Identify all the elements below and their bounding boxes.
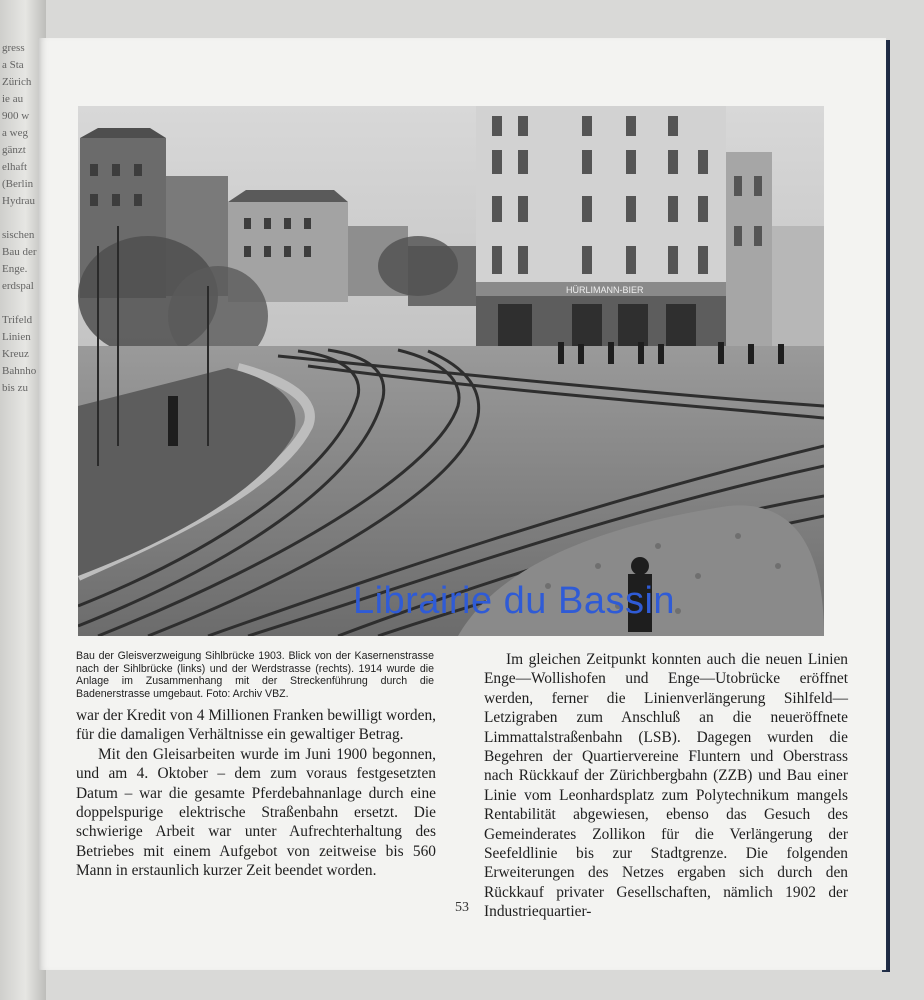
paragraph: Im gleichen Zeitpunkt konnten auch die neuen Linien Enge—Wollishofen und Enge—Utobrücke eröffnet werden, ferner die Linienverlängerung Sihlfeld—Letzigraben zum Anschluß an die neueröffnete Limmattalstraßenbahn (LSB). Dagegen wurden die Begehren der Quartiervereine Fluntern und Oberstrass nach Rückkauf der Zürichbergbahn (ZZB) und Bau einer Linie vom Leonhardsplatz zum Polytechnikum mangels Rentabilität abgewiesen, ebenso das Gesuch des Gemeinderates Zollikon für die Verlängerung der Seefeldlinie bis zur Stadtgrenze. Die folgenden Erweiterungen des Netzes ergaben sich durch den Rückkauf privater Gesellschaften, nämlich 1902 der Industriequartier- — [484, 651, 848, 921]
left-page-fragment: gress — [2, 42, 25, 54]
paragraph: Mit den Gleisarbeiten wurde im Juni 1900 begonnen, und am 4. Oktober – dem zum voraus festgesetzten Datum – war die gesamte Pferdebahnanlage durch eine doppelspurige elektrische Straßenbahn ersetzt. Die schwierige Arbeit war unter Aufrechterhaltung des Betriebes mit einem Aufgebot von zeitweise bis 560 Mann in erstaunlich kurzer Zeit beendet worden. — [76, 745, 436, 880]
left-page-fragment: Zürich — [2, 76, 32, 88]
left-page-text-fragments — [2, 40, 42, 397]
historical-photo — [78, 106, 824, 636]
left-page-fragment: ie au — [2, 93, 24, 105]
left-page-fragment: Trifeld — [2, 314, 33, 326]
left-page-fragment: a weg — [2, 127, 28, 139]
left-page-fragment: sischen — [2, 229, 35, 241]
left-page-fragment: erdspal — [2, 280, 34, 292]
left-page-fragment: (Berlin — [2, 178, 34, 190]
page-number: 53 — [455, 900, 469, 915]
left-page-fragment: Kreuz — [2, 348, 29, 360]
left-page-fragment: 900 w — [2, 110, 30, 122]
left-page-fragment: Linien — [2, 331, 31, 343]
book-page — [38, 38, 886, 970]
left-page-fragment: gänzt — [2, 144, 26, 156]
left-page-fragment — [2, 210, 42, 227]
left-page-fragment: Bau der — [2, 246, 37, 258]
left-page-fragment — [2, 295, 42, 312]
left-page-fragment: Bahnho — [2, 365, 37, 377]
shop-sign-text: HÜRLIMANN-BIER — [566, 285, 644, 295]
watermark: Librairie du Bassin — [352, 580, 676, 622]
left-page-fragment: a Sta — [2, 59, 24, 71]
left-page-fragment: elhaft — [2, 161, 28, 173]
text-column-left — [76, 706, 436, 881]
left-page-fragment: Enge. — [2, 263, 28, 275]
left-page-fragment: bis zu — [2, 382, 28, 394]
paragraph: war der Kredit von 4 Millionen Franken bewilligt worden, für die damaligen Verhältnisse ein gewaltiger Betrag. — [76, 707, 436, 744]
left-page-fragment: Hydrau — [2, 195, 35, 207]
photo-caption: Bau der Gleisverzweigung Sihlbrücke 1903. Blick von der Kasernenstrasse nach der Sihlbrücke (links) und der Werdstrasse (rechts). 1914 wurde die Anlage im Zusammenhang mit der Streckenführung durch die Badenerstrasse umgebaut. Foto: Archiv VBZ. — [76, 650, 434, 700]
text-column-right — [484, 650, 848, 922]
